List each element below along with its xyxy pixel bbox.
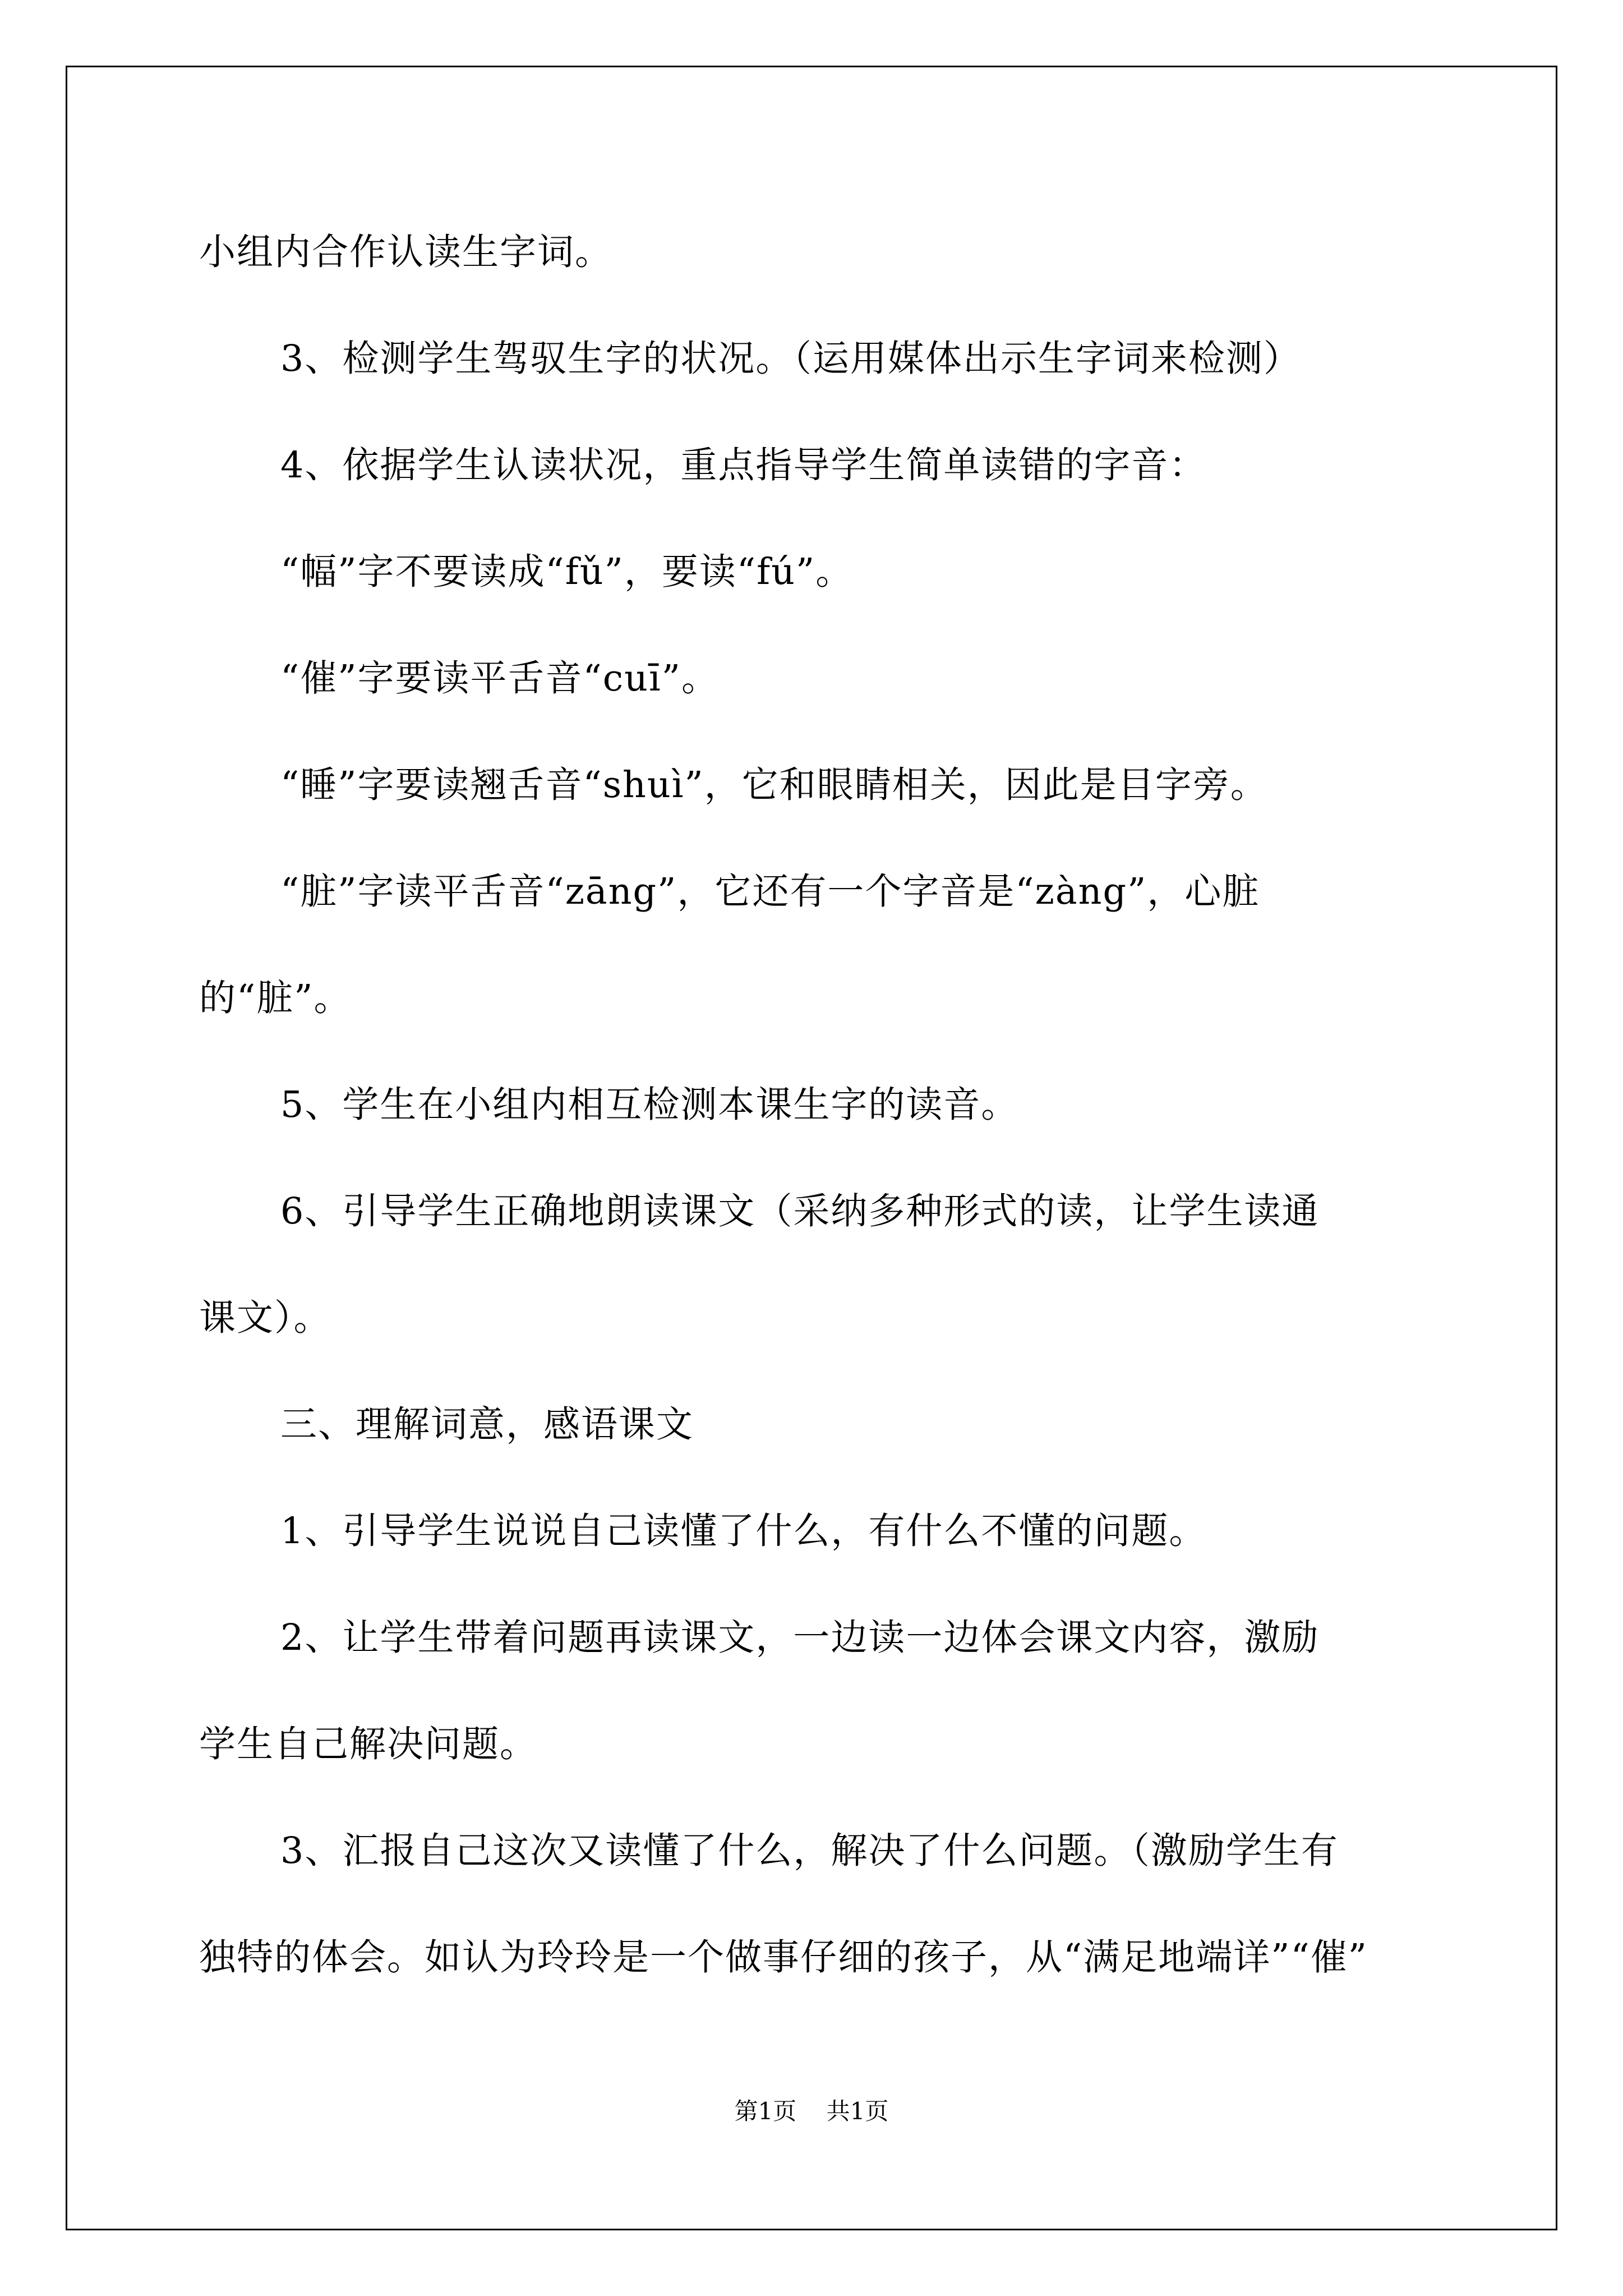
page-border [66, 66, 1557, 2230]
paragraph-line: 的“脏”。 [199, 977, 352, 1019]
paragraph-line: 小组内合作认读生字词。 [199, 231, 613, 273]
paragraph-line: 3、汇报自己这次又读懂了什么，解决了什么问题。（激励学生有 [280, 1830, 1339, 1872]
paragraph-line: 1、引导学生说说自己读懂了什么，有什么不懂的问题。 [280, 1510, 1207, 1552]
paragraph-line: “催”字要读平舌音“cuī”。 [280, 657, 719, 700]
paragraph-line: 6、引导学生正确地朗读课文（采纳多种形式的读，让学生读通 [280, 1190, 1320, 1232]
paragraph-line: 2、让学生带着问题再读课文，一边读一边体会课文内容，激励 [280, 1617, 1320, 1659]
paragraph-line: 3、检测学生驾驭生字的状况。（运用媒体出示生字词来检测） [280, 338, 1301, 380]
paragraph-line: “脏”字读平舌音“zāng”，它还有一个字音是“zàng”，心脏 [280, 871, 1260, 913]
paragraph-line: 学生自己解决问题。 [199, 1723, 538, 1765]
paragraph-line: 课文）。 [199, 1297, 331, 1339]
paragraph-line: 独特的体会。如认为玲玲是一个做事仔细的孩子，从“满足地端详”“催” [199, 1936, 1368, 1978]
paragraph-line: 4、依据学生认读状况，重点指导学生简单读错的字音： [280, 444, 1207, 486]
section-heading: 三、理解词意，感语课文 [280, 1404, 694, 1446]
page-number-footer: 第1页 共1页 [734, 2097, 889, 2125]
paragraph-line: “睡”字要读翘舌音“shuì”，它和眼睛相关，因此是目字旁。 [280, 764, 1268, 806]
paragraph-line: 5、学生在小组内相互检测本课生字的读音。 [280, 1084, 1019, 1126]
paragraph-line: “幅”字不要读成“fǔ”，要读“fú”。 [280, 551, 854, 593]
